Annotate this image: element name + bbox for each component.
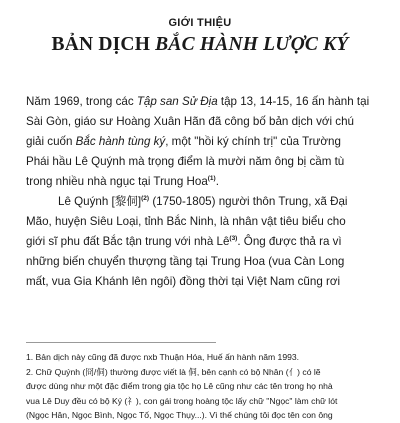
- text-run: Năm 1969, trong các: [26, 95, 137, 108]
- footnote-2-cont: vua Lê Duy đều có bộ Ký (礻), con gái trong hoàng tộc lấy chữ "Ngọc" làm chữ lót: [26, 395, 338, 406]
- text-run: giới sĩ phu đất Bắc tận trung với nhà Lê: [26, 235, 230, 248]
- footnote-1: 1. Bản dịch này cũng đã được nxb Thuận Hóa, Huế ấn hành năm 1993.: [26, 352, 300, 362]
- title-prefix: BẢN DỊCH: [51, 34, 156, 55]
- footnotes: [26, 350, 386, 423]
- p2-line-5: mất, vua Gia Khánh lên ngôi) đồng thời tại Việt Nam cũng rơi: [26, 275, 341, 288]
- book-title: Bắc hành tùng ký: [75, 135, 166, 148]
- text-run: , một "hồi ký chính trị" của Trường: [165, 135, 341, 148]
- text-run: .: [215, 175, 219, 188]
- p2-line-4: những biến chuyển thượng tầng tại Trung Hoa (vua Càn Long: [26, 255, 345, 268]
- p2-line-3: [26, 232, 382, 252]
- p1-line-4: Phái hầu Lê Quýnh mà trọng điểm là mười năm ông bị cầm tù: [26, 155, 345, 168]
- section-label: GIỚI THIỆU: [168, 17, 232, 29]
- p1-line-1: [26, 92, 382, 112]
- footnote-2-cont: (Ngọc Hân, Ngọc Bình, Ngọc Tố, Ngọc Thụy...). Vì thế chúng tôi đọc tên con ông: [26, 410, 333, 420]
- p1-line-3: [26, 132, 382, 152]
- footnote-2: 2. Chữ Quýnh (冏/侗) thường được viết là 侗, bên cạnh có bộ Nhân (亻) có lẽ: [26, 366, 321, 377]
- title-italic: BẮC HÀNH LƯỢC KÝ: [155, 34, 349, 55]
- journal-title: Tập san Sử Địa: [136, 95, 218, 108]
- footnote-ref: (2): [141, 195, 150, 203]
- p1-line-2: Sài Gòn, giáo sư Hoàng Xuân Hãn đã công bố bản dịch với chú: [26, 115, 354, 128]
- p1-line-5: [26, 172, 382, 192]
- page-title: [0, 34, 400, 56]
- text-run: Lê Quýnh [黎侗]: [58, 195, 142, 208]
- text-run: . Ông được thả ra vì: [237, 235, 342, 248]
- text-run: (1750-1805) người thôn Trung, xã Đại: [149, 195, 348, 208]
- text-run: trong nhiều nhà ngục tại Trung Hoa: [26, 175, 208, 188]
- body-text: [26, 92, 382, 292]
- footnote-ref: (1): [207, 175, 216, 183]
- text-run: tập 13, 14-15, 16 ấn hành tại: [217, 95, 370, 108]
- footnote-2-cont: được dùng như một đặc điểm trong gia tộc họ Lê cũng như các tên trong họ nhà: [26, 381, 333, 391]
- footnote-ref: (3): [229, 235, 238, 243]
- footnote-divider: [26, 342, 216, 343]
- p2-line-2: Mão, huyện Siêu Loại, tỉnh Bắc Ninh, là nhân vật tiêu biểu cho: [26, 215, 346, 228]
- text-run: giải cuốn: [26, 135, 76, 148]
- p2-line-1: [26, 192, 382, 212]
